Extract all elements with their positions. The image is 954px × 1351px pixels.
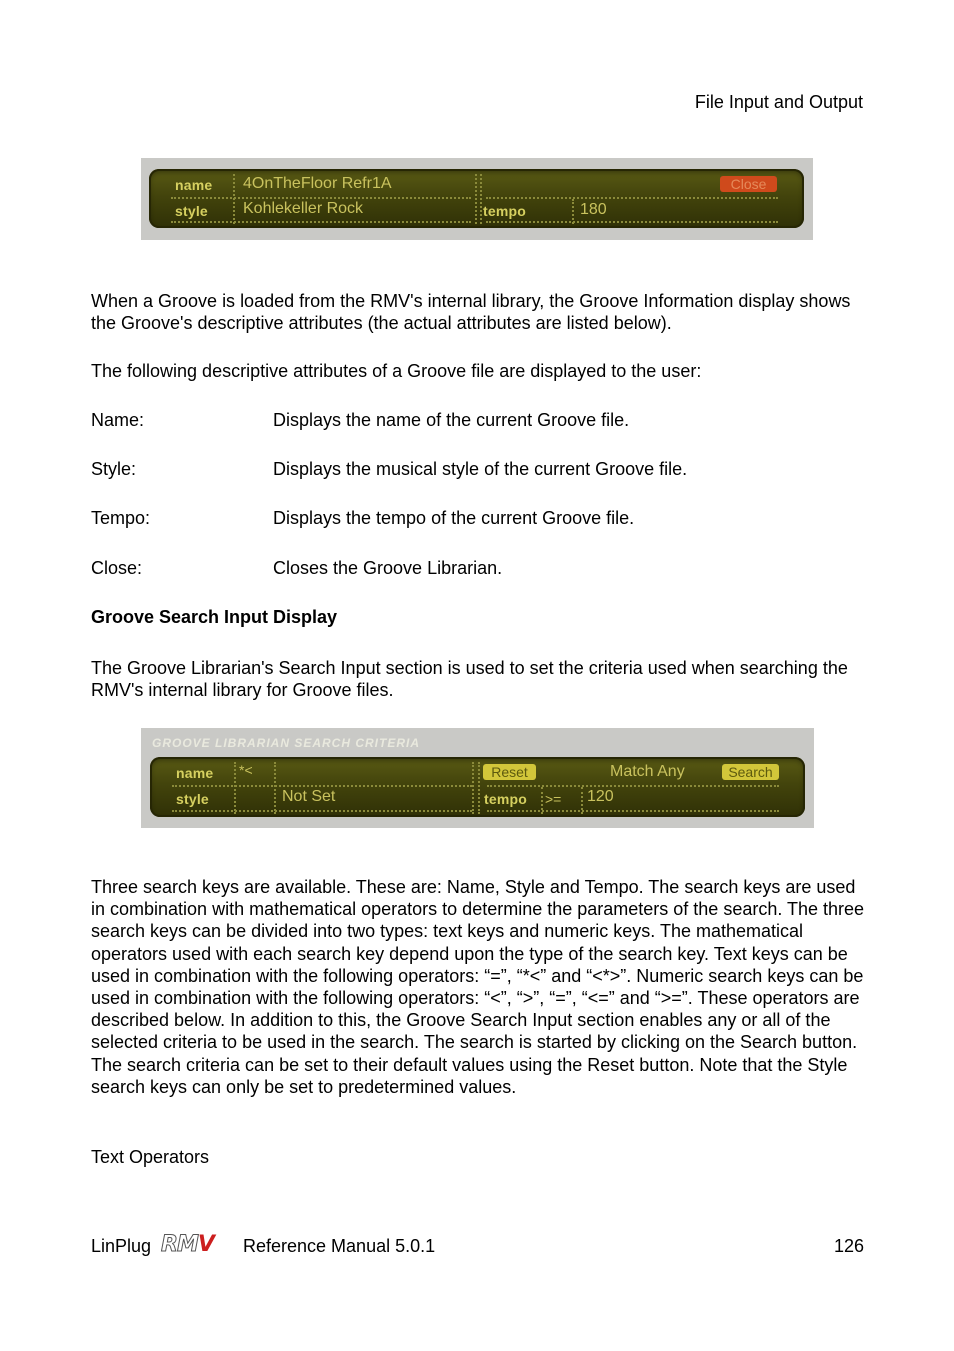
footer	[91, 1232, 864, 1260]
attribute-term: Tempo:	[91, 508, 151, 528]
reset-button[interactable]: Reset	[483, 764, 536, 780]
name-label: name	[176, 765, 214, 781]
tempo-operator[interactable]: >=	[545, 791, 562, 807]
style-label: style	[175, 203, 208, 219]
name-operator[interactable]: *<	[239, 762, 253, 778]
search-button[interactable]: Search	[722, 764, 779, 780]
close-button[interactable]: Close	[720, 176, 777, 192]
attribute-term: Name:	[91, 410, 145, 430]
attribute-desc: Displays the tempo of the current Groove file.	[273, 508, 635, 528]
attribute-desc: Displays the name of the current Groove file.	[273, 410, 630, 430]
style-value: Kohlekeller Rock	[243, 200, 364, 217]
footer-brand: LinPlug	[91, 1236, 152, 1256]
tempo-value: 180	[580, 201, 607, 218]
page-number: 126	[833, 1236, 864, 1256]
name-value: 4OnTheFloor Refr1A	[243, 175, 392, 192]
tempo-label: tempo	[483, 203, 526, 219]
attribute-desc: Closes the Groove Librarian.	[273, 558, 503, 578]
section-title: File Input and Output	[694, 92, 863, 112]
attribute-term: Style:	[91, 459, 137, 479]
attribute-term: Close:	[91, 558, 143, 578]
style-value[interactable]: Not Set	[282, 788, 336, 805]
rmv-logo: RMV	[161, 1232, 214, 1257]
style-label: style	[176, 791, 209, 807]
search-keys-paragraph: Three search keys are available. These are: Name, Style and Tempo. The search keys are used in combination with mathematical operators to determine the parameters of the search. The three search keys can be divided into two types: text keys and numeric keys. The mathematical operators used with each search key depend upon the type of the search key. Text keys can be used in combination with the following operators: “=”, “*<” and “<*>”. Numeric search keys can be used in combination with the following operators: “<”, “>”, “=”, “<=” and “>=”. These operators are described below. In addition to this, the Groove Search Input section enables any or all of the selected criteria to be used in the search. The search is started by clicking on the Search button. The search criteria can be set to their default values using the Reset button. Note that the Style search keys can only be set to predetermined values.	[91, 877, 865, 1097]
attribute-desc: Displays the musical style of the current Groove file.	[273, 459, 688, 479]
search-criteria-panel	[141, 728, 814, 828]
name-label: name	[175, 177, 213, 193]
tempo-value[interactable]: 120	[587, 788, 614, 805]
text-operators-heading: Text Operators	[91, 1147, 210, 1167]
groove-info-panel	[141, 158, 813, 240]
search-heading: Groove Search Input Display	[91, 607, 338, 627]
attributes-intro: The following descriptive attributes of a Groove file are displayed to the user:	[91, 361, 702, 381]
intro-paragraph: When a Groove is loaded from the RMV's internal library, the Groove Information display shows the Groove's descriptive attributes (the actual attributes are listed below).	[91, 291, 851, 334]
search-criteria-title: GROOVE LIBRARIAN SEARCH CRITERIA	[152, 736, 421, 750]
search-paragraph: The Groove Librarian's Search Input section is used to set the criteria used when searching the RMV's internal library for Groove files.	[91, 658, 848, 701]
footer-manual-title: Reference Manual 5.0.1	[243, 1236, 436, 1256]
tempo-label: tempo	[484, 791, 527, 807]
match-any-toggle[interactable]: Match Any	[610, 763, 685, 780]
